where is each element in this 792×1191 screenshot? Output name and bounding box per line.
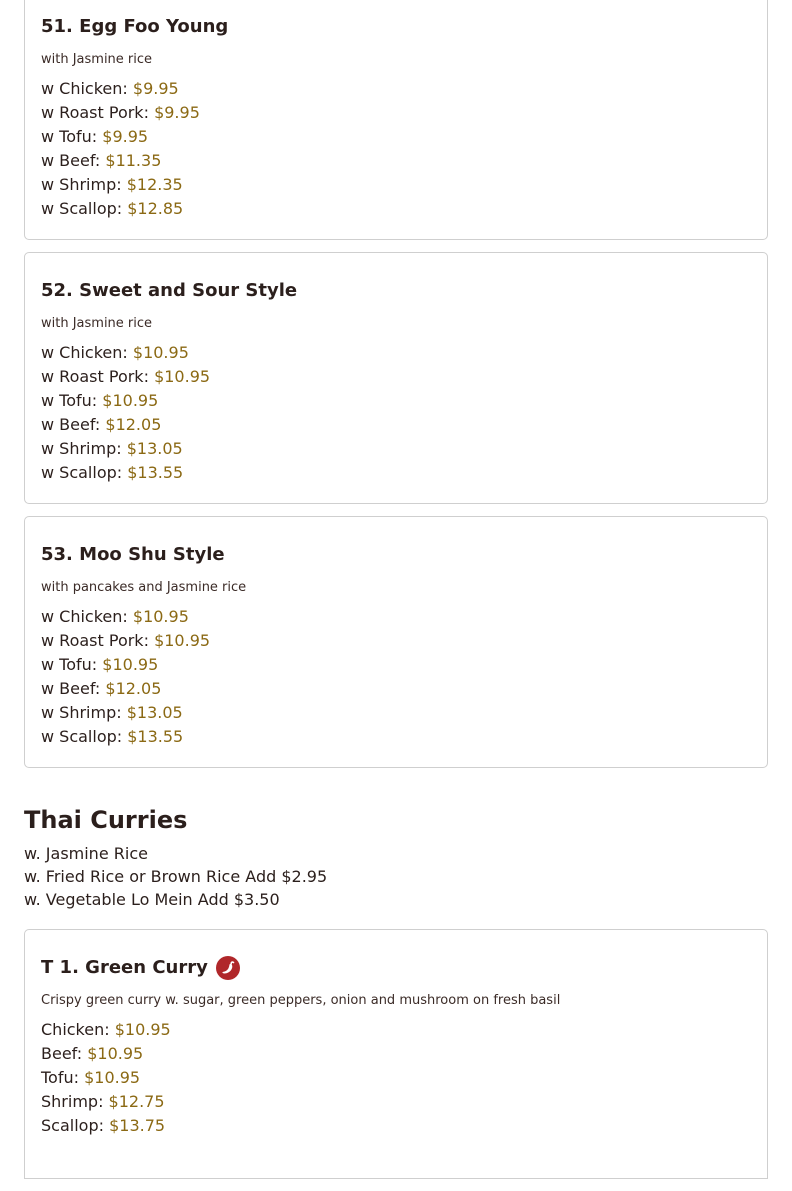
price-row <box>41 341 751 365</box>
menu-item-description: with Jasmine rice <box>41 52 153 67</box>
price-row <box>41 125 751 149</box>
menu-item-description: with pancakes and Jasmine rice <box>41 580 247 595</box>
price-label: w Chicken: <box>41 343 128 362</box>
menu-item-card[interactable] <box>24 252 768 504</box>
price-label: w Scallop: <box>41 463 123 482</box>
price-row <box>41 197 751 221</box>
price-label: w Tofu: <box>41 655 98 674</box>
price-value: $12.05 <box>105 415 162 434</box>
price-row <box>41 77 751 101</box>
menu-item-card[interactable] <box>24 516 768 768</box>
section-note: w. Vegetable Lo Mein Add $3.50 <box>24 890 280 909</box>
price-value: $13.55 <box>127 463 184 482</box>
price-value: $12.35 <box>126 175 183 194</box>
price-value: $9.95 <box>102 127 149 146</box>
price-value: $10.95 <box>132 343 189 362</box>
menu-item-title-row <box>41 956 751 980</box>
price-row <box>41 677 751 701</box>
price-value: $10.95 <box>154 631 211 650</box>
price-label: w Scallop: <box>41 727 123 746</box>
price-row <box>41 437 751 461</box>
price-row <box>41 149 751 173</box>
price-row <box>41 1042 751 1066</box>
menu-item-title: T 1. Green Curry <box>41 957 208 978</box>
price-row <box>41 1018 751 1042</box>
price-label: Chicken: <box>41 1020 110 1039</box>
menu-item-card[interactable] <box>24 0 768 240</box>
price-row <box>41 461 751 485</box>
price-value: $13.05 <box>126 703 183 722</box>
price-label: w Roast Pork: <box>41 103 149 122</box>
price-value: $10.95 <box>87 1044 144 1063</box>
menu-item-title: 51. Egg Foo Young <box>41 16 229 37</box>
price-row <box>41 173 751 197</box>
price-value: $12.05 <box>105 679 162 698</box>
price-row <box>41 629 751 653</box>
price-value: $9.95 <box>154 103 200 122</box>
price-row <box>41 413 751 437</box>
price-value: $10.95 <box>84 1068 141 1087</box>
price-row <box>41 365 751 389</box>
price-value: $11.35 <box>105 151 162 170</box>
price-value: $12.85 <box>127 199 184 218</box>
price-value: $10.95 <box>132 607 189 626</box>
price-row <box>41 701 751 725</box>
menu-item-description: with Jasmine rice <box>41 316 153 331</box>
price-value: $12.75 <box>108 1092 165 1111</box>
price-label: w Tofu: <box>41 391 98 410</box>
price-label: w Beef: <box>41 415 101 434</box>
price-label: w Shrimp: <box>41 439 122 458</box>
price-label: Scallop: <box>41 1116 104 1135</box>
price-value: $13.75 <box>109 1116 166 1135</box>
menu-item-title: 52. Sweet and Sour Style <box>41 280 298 301</box>
price-value: $13.05 <box>126 439 183 458</box>
price-row <box>41 389 751 413</box>
price-label: w Shrimp: <box>41 175 122 194</box>
section-title: Thai Curries <box>24 806 188 834</box>
price-label: w Beef: <box>41 679 101 698</box>
price-row <box>41 1090 751 1114</box>
price-label: w Shrimp: <box>41 703 122 722</box>
menu-item-card[interactable] <box>24 929 768 1179</box>
price-value: $13.55 <box>127 727 184 746</box>
menu-section <box>24 804 768 1179</box>
menu-item-description: Crispy green curry w. sugar, green peppers, onion and mushroom on fresh basil <box>41 993 561 1008</box>
chili-pepper-icon <box>216 956 240 980</box>
price-row <box>41 653 751 677</box>
price-label: w Tofu: <box>41 127 98 146</box>
price-label: Beef: <box>41 1044 83 1063</box>
price-value: $9.95 <box>132 79 179 98</box>
section-notes <box>24 842 768 911</box>
section-note: w. Jasmine Rice <box>24 844 148 863</box>
price-row <box>41 605 751 629</box>
menu-page <box>24 0 768 1191</box>
price-row <box>41 1066 751 1090</box>
section-note: w. Fried Rice or Brown Rice Add $2.95 <box>24 867 328 886</box>
price-row <box>41 1114 751 1138</box>
price-label: w Scallop: <box>41 199 123 218</box>
price-label: w Chicken: <box>41 79 128 98</box>
price-label: w Chicken: <box>41 607 128 626</box>
menu-item-title: 53. Moo Shu Style <box>41 544 225 565</box>
price-value: $10.95 <box>154 367 211 386</box>
price-value: $10.95 <box>114 1020 171 1039</box>
price-row <box>41 101 751 125</box>
price-value: $10.95 <box>102 391 159 410</box>
price-label: Shrimp: <box>41 1092 104 1111</box>
price-value: $10.95 <box>102 655 159 674</box>
price-label: Tofu: <box>41 1068 80 1087</box>
price-label: w Beef: <box>41 151 101 170</box>
price-label: w Roast Pork: <box>41 631 149 650</box>
price-row <box>41 725 751 749</box>
price-label: w Roast Pork: <box>41 367 149 386</box>
